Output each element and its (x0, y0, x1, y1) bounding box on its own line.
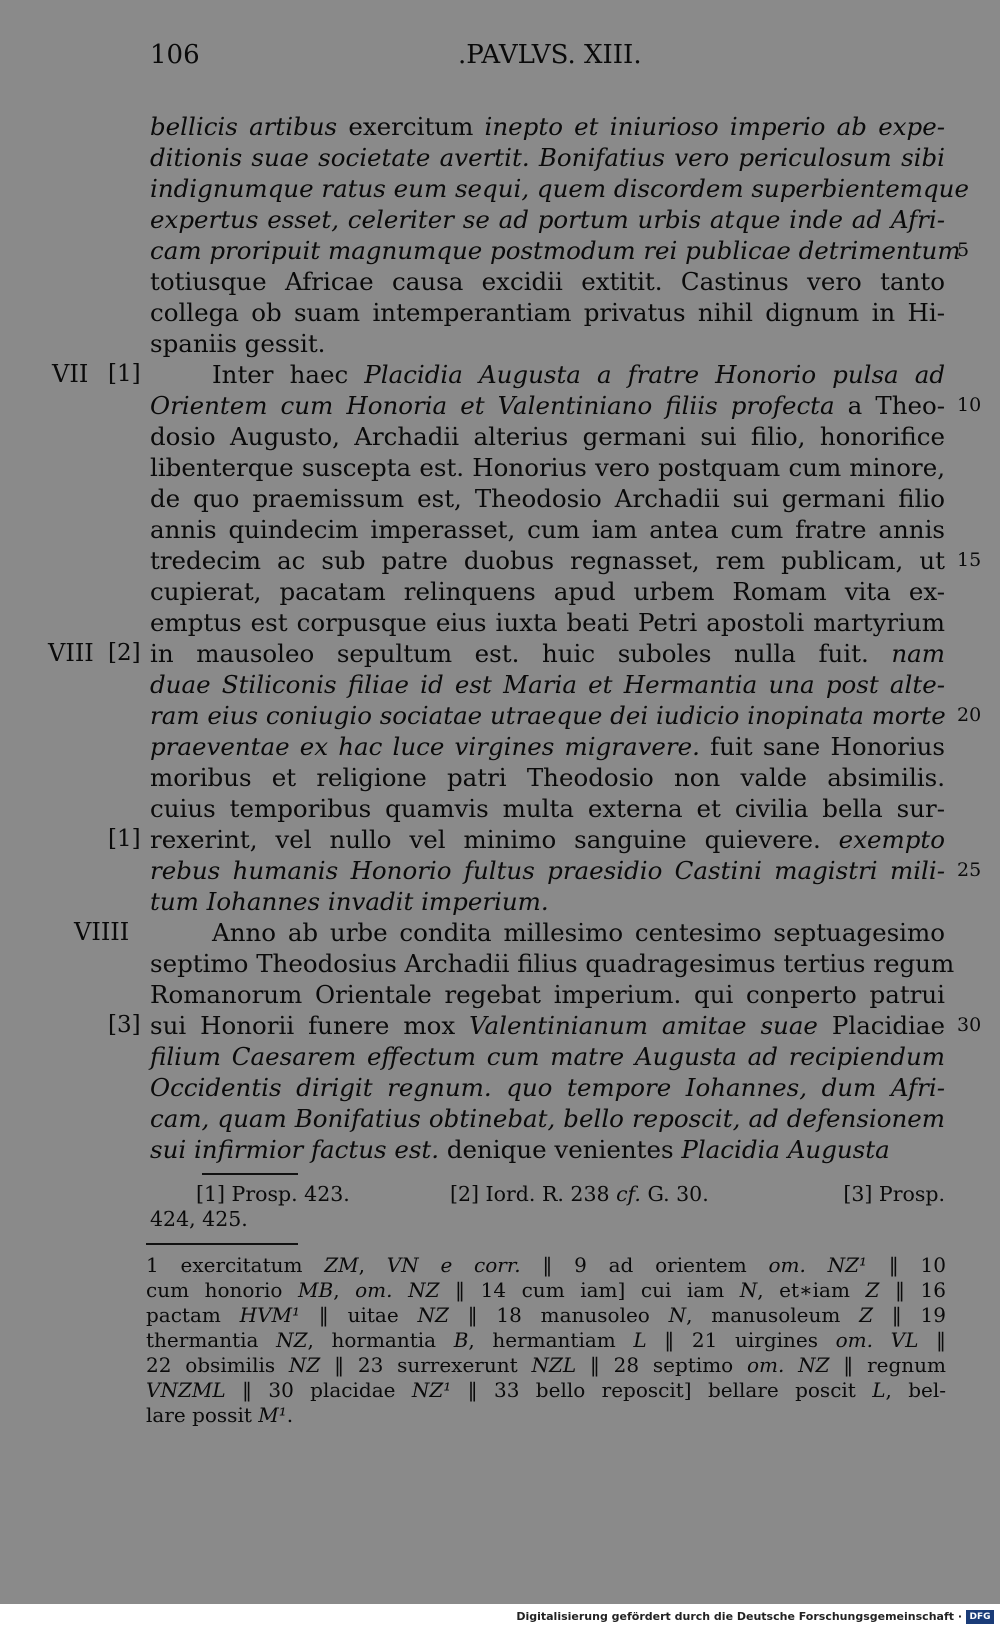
text-run: Inter haec (212, 360, 365, 389)
text-run: in mausoleo sepultum est. huic suboles nulla fuit. (150, 639, 892, 668)
text-run: 22 obsimilis (146, 1353, 289, 1377)
text-run: inepto et iniurioso imperio ab expe- (484, 112, 945, 141)
source-ref: [3] (108, 1012, 141, 1038)
text-line (150, 855, 945, 886)
text-run: , manusoleum (686, 1303, 860, 1327)
text-line (150, 111, 945, 142)
text-run: ‖ 28 septimo (576, 1353, 747, 1377)
text-run: om. VL (835, 1328, 919, 1352)
text-run: , hermantiam (468, 1328, 634, 1352)
text-line (150, 514, 945, 545)
text-run: exercitum (337, 112, 485, 141)
text-run: moribus et religione patri Theodosio non valde absimilis. (150, 763, 945, 792)
text-run: NZL (531, 1353, 577, 1377)
text-run: totiusque Africae causa excidii extitit. Castinus vero tanto (150, 267, 945, 296)
line-number: 5 (957, 239, 970, 261)
text-run: om. NZ (747, 1353, 830, 1377)
text-line (150, 173, 969, 204)
text-run: ram eius coniugio sociatae utraeque dei iudicio inopinata morte (150, 701, 946, 730)
text-run: Occidentis dirigit regnum. quo tempore Iohannes, dum Afri- (150, 1073, 945, 1102)
text-line (212, 917, 945, 948)
text-line (150, 948, 955, 979)
text-run: Placidia Augusta a fratre Honorio pulsa ad (364, 360, 945, 389)
text-run: nam (891, 639, 945, 668)
text-line (150, 328, 945, 359)
text-run: M¹ (258, 1403, 287, 1427)
text-run: cuius temporibus quamvis multa externa et civilia bella sur- (150, 794, 945, 823)
apparatus-line (146, 1278, 946, 1303)
text-run: Valentinianum amitae suae (469, 1011, 818, 1040)
text-line (150, 576, 945, 607)
text-run: spaniis gessit. (150, 329, 326, 358)
text-line (150, 235, 961, 266)
text-run: thermantia (146, 1328, 277, 1352)
text-run: Orientem cum Honoria et Valentiniano filiis profecta (150, 391, 835, 420)
text-run: a Theo- (834, 391, 945, 420)
text-run: Placidia Augusta (681, 1135, 890, 1164)
source-note: [3] Prosp. (843, 1182, 945, 1206)
text-line (150, 731, 945, 762)
text-run: ‖ 14 cum iam] cui iam (439, 1278, 740, 1302)
text-line (150, 762, 945, 793)
text-run: emptus est corpusque eius iuxta beati Petri apostoli martyrium (150, 608, 945, 637)
text-run: ‖ 16 (879, 1278, 946, 1302)
text-run: MB (298, 1278, 334, 1302)
text-run: tum Iohannes invadit imperium. (150, 887, 549, 916)
text-line (150, 142, 945, 173)
text-run: denique venientes (439, 1135, 682, 1164)
apparatus-line (146, 1353, 946, 1378)
text-run: VNZML (146, 1378, 226, 1402)
footer-bar (0, 1604, 1000, 1631)
text-run: sui infirmior factus est. (150, 1135, 440, 1164)
text-run: praeventae ex hac luce virgines migravere. (150, 732, 700, 761)
text-run: NZ (276, 1328, 308, 1352)
text-line (150, 1072, 945, 1103)
text-line (150, 638, 945, 669)
text-line (150, 1010, 945, 1041)
text-line (150, 545, 945, 576)
text-run: om. NZ¹ (768, 1253, 867, 1277)
text-run: libenterque suscepta est. Honorius vero postquam cum minore, (150, 453, 945, 482)
text-run: annis quindecim imperasset, cum iam antea cum fratre annis (150, 515, 945, 544)
text-line (150, 390, 945, 421)
source-note: [2] Iord. R. 238 cf. G. 30. (450, 1182, 709, 1206)
text-run: Z (865, 1278, 880, 1302)
text-line (150, 1134, 945, 1165)
chapter-mark-viii: VIII (48, 639, 94, 667)
running-title: .PAVLVS. XIII. (458, 40, 642, 70)
text-run: NZ (288, 1353, 321, 1377)
text-run: B (453, 1328, 469, 1352)
text-line (150, 886, 945, 917)
text-run: ‖ regnum (829, 1353, 946, 1377)
text-run: sui Honorii funere mox (150, 1011, 470, 1040)
text-run: 1 exercitatum (146, 1253, 325, 1277)
line-number: 30 (957, 1014, 982, 1036)
text-run: cupierat, pacatam relinquens apud urbem Romam vita ex- (150, 577, 945, 606)
apparatus-line (146, 1378, 946, 1403)
text-run: cam, quam Bonifatius obtinebat, bello reposcit, ad defensionem (150, 1104, 945, 1133)
line-number: 25 (957, 859, 982, 881)
text-run: cam proripuit magnumque postmodum rei publicae detrimentum (150, 236, 961, 265)
text-line (150, 669, 945, 700)
text-run: NZ¹ (411, 1378, 452, 1402)
text-run: fuit sane Honorius (699, 732, 945, 761)
source-notes-line: 424, 425. (150, 1207, 248, 1231)
text-run: , bel- (885, 1378, 947, 1402)
text-run: NZ (417, 1303, 449, 1327)
text-run: om. NZ (355, 1278, 440, 1302)
text-run: Romanorum Orientale regebat imperium. qui conperto patrui (150, 980, 945, 1009)
text-run: VN e corr. (386, 1253, 521, 1277)
divider (202, 1173, 298, 1175)
text-run: , (333, 1278, 356, 1302)
text-run: ‖ 19 (873, 1303, 947, 1327)
text-run: ‖ (918, 1328, 946, 1352)
source-ref: [1] (108, 826, 141, 852)
text-run: de quo praemissum est, Theodosio Archadii sui germani filio (150, 484, 945, 513)
text-run: ditionis suae societate avertit. (150, 143, 530, 172)
text-run: ‖ 10 (867, 1253, 946, 1277)
text-run: N (739, 1278, 758, 1302)
divider (146, 1243, 298, 1245)
text-run: septimo Theodosius Archadii filius quadragesimus tertius regum (150, 949, 955, 978)
text-run: ‖ 9 ad orientem (520, 1253, 769, 1277)
text-run: ‖ 33 bello reposcit] bellare poscit (451, 1378, 873, 1402)
text-line (150, 483, 945, 514)
text-run: expertus esset, celeriter se ad portum urbis atque inde ad Afri- (150, 205, 945, 234)
text-run: L (872, 1378, 886, 1402)
apparatus-line (146, 1403, 946, 1428)
apparatus-line (146, 1328, 946, 1353)
text-line (150, 979, 945, 1010)
text-run: ZM (324, 1253, 359, 1277)
text-run: ‖ uitae (300, 1303, 418, 1327)
text-run: ‖ 21 uirgines (646, 1328, 836, 1352)
page-number: 106 (150, 40, 200, 70)
text-line (150, 452, 945, 483)
text-run: HVM¹ (239, 1303, 301, 1327)
text-line (150, 1041, 945, 1072)
dfg-logo: DFG (966, 1610, 994, 1624)
text-run: . (286, 1403, 294, 1427)
text-run (530, 143, 539, 172)
text-run: Anno ab urbe condita millesimo centesimo septuagesimo (212, 918, 945, 947)
text-line (212, 359, 945, 390)
text-run: duae Stiliconis filiae id est Maria et Hermantia una post alte- (150, 670, 945, 699)
line-number: 20 (957, 704, 982, 726)
text-run: filium Caesarem effectum cum matre Augusta ad recipiendum (150, 1042, 945, 1071)
text-line (150, 297, 945, 328)
text-run: ‖ 18 manusoleo (448, 1303, 669, 1327)
text-line (150, 266, 945, 297)
text-run: indignumque ratus eum sequi, quem discordem superbientemque (150, 174, 969, 203)
text-line (150, 1103, 945, 1134)
text-run: dosio Augusto, Archadii alterius germani sui filio, honorifice (150, 422, 945, 451)
text-line (150, 824, 945, 855)
text-run: , hormantia (307, 1328, 454, 1352)
text-run: tredecim ac sub patre duobus regnasset, rem publicam, ut (150, 546, 945, 575)
line-number: 15 (957, 549, 982, 571)
text-line (150, 700, 945, 731)
text-run: exempto (838, 825, 945, 854)
text-line (150, 607, 945, 638)
text-run: lare possit (146, 1403, 259, 1427)
line-number: 10 (957, 394, 982, 416)
text-run: Placidiae (817, 1011, 945, 1040)
text-run: rebus humanis Honorio fultus praesidio Castini magistri mili- (150, 856, 945, 885)
text-run: pactam (146, 1303, 240, 1327)
chapter-mark-vii: VII (52, 360, 89, 388)
source-note: [1] Prosp. 423. (196, 1182, 350, 1206)
text-line (150, 793, 945, 824)
text-run: rexerint, vel nullo vel minimo sanguine quievere. (150, 825, 839, 854)
text-run: L (633, 1328, 647, 1352)
apparatus-line (146, 1253, 946, 1278)
source-ref: [2] (108, 640, 141, 666)
chapter-mark-viiii: VIIII (74, 918, 130, 946)
text-run: , et∗iam (757, 1278, 866, 1302)
text-run: bellicis artibus (150, 112, 338, 141)
text-run: ‖ 30 placidae (225, 1378, 412, 1402)
text-run: N (668, 1303, 687, 1327)
text-run: , (358, 1253, 387, 1277)
text-line (150, 204, 945, 235)
text-line (150, 421, 945, 452)
text-run: cum honorio (146, 1278, 299, 1302)
text-run: Z (859, 1303, 873, 1327)
text-run: Bonifatius vero periculosum sibi (538, 143, 945, 172)
text-run: ‖ 23 surrexerunt (320, 1353, 532, 1377)
source-ref: [1] (108, 361, 141, 387)
text-run: collega ob suam intemperantiam privatus nihil dignum in Hi- (150, 298, 945, 327)
funding-notice: Digitalisierung gefördert durch die Deutsche Forschungsgemeinschaft · (516, 1610, 962, 1623)
apparatus-line (146, 1303, 946, 1328)
